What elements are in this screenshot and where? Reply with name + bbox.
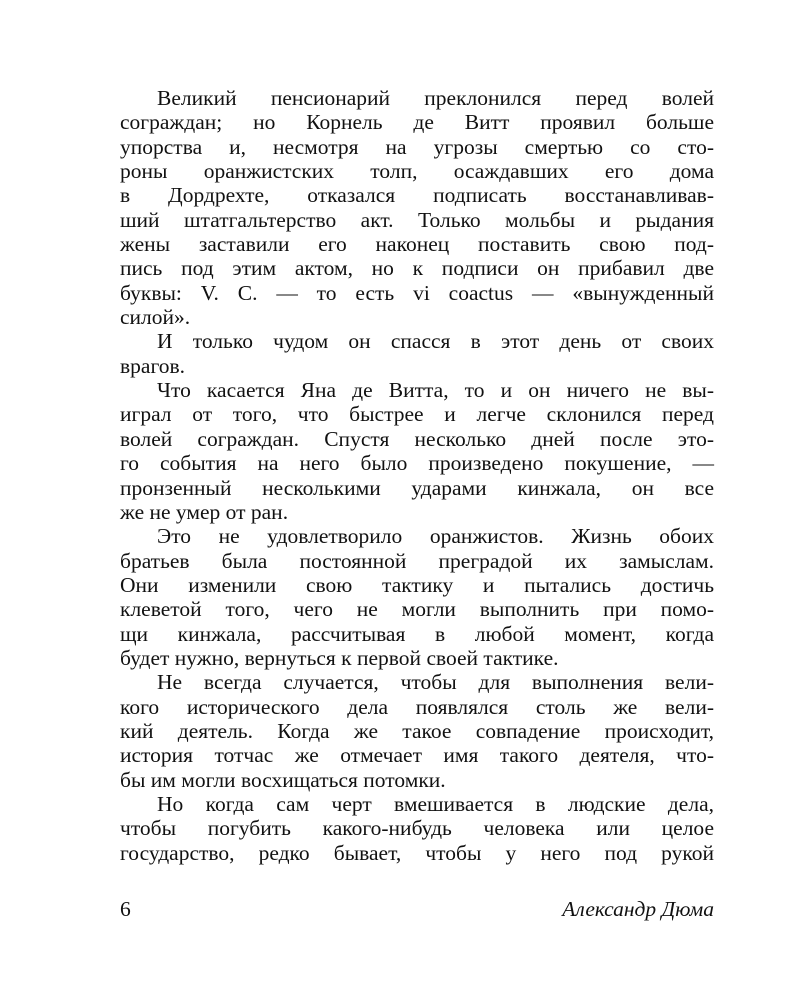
text-line: упорства и, несмотря на угрозы смертью со сто- bbox=[120, 134, 714, 159]
text-line: чтобы погубить какого-нибудь человека или целое bbox=[120, 816, 714, 841]
text-line: Что касается Яна де Витта, то и он ничего не вы- bbox=[157, 378, 714, 403]
text-line: буквы: V. C. — то есть vi coactus — «вынужденный bbox=[120, 280, 714, 305]
text-line: клеветой того, чего не могли выполнить при помо- bbox=[120, 597, 714, 622]
text-line: жены заставили его наконец поставить свою под- bbox=[120, 232, 714, 257]
text-line: братьев была постоянной преградой их замыслам. bbox=[120, 548, 714, 573]
text-line: Великий пенсионарий преклонился перед волей bbox=[157, 86, 714, 110]
text-line: же не умер от ран. bbox=[120, 499, 289, 524]
paragraph bbox=[120, 86, 714, 329]
paragraph bbox=[120, 792, 714, 865]
text-line: врагов. bbox=[120, 353, 186, 378]
text-line: кий деятель. Когда же такое совпадение происходит, bbox=[120, 718, 714, 743]
page-number: 6 bbox=[120, 897, 131, 921]
text-line: кого исторического дела появлялся столь же вели- bbox=[120, 694, 714, 719]
text-line: Они изменили свою тактику и пытались достичь bbox=[120, 572, 714, 597]
text-line: история тотчас же отмечает имя такого деятеля, что- bbox=[120, 743, 714, 768]
page-body bbox=[120, 86, 714, 865]
text-line: силой». bbox=[120, 305, 191, 330]
text-line: ший штатгальтерство акт. Только мольбы и рыдания bbox=[120, 207, 714, 232]
text-line: го события на него было произведено покушение, — bbox=[120, 451, 714, 476]
paragraph bbox=[120, 329, 714, 378]
text-line: Но когда сам черт вмешивается в людские дела, bbox=[157, 791, 714, 816]
text-line: в Дордрехте, отказался подписать восстанавливав- bbox=[120, 183, 714, 208]
text-line: Не всегда случается, чтобы для выполнения вели- bbox=[157, 670, 714, 695]
text-line: будет нужно, вернуться к первой своей тактике. bbox=[120, 645, 559, 670]
text-line: Это не удовлетворило оранжистов. Жизнь обоих bbox=[157, 524, 714, 549]
text-line: пись под этим актом, но к подписи он прибавил две bbox=[120, 256, 714, 281]
text-line: И только чудом он спасся в этот день от своих bbox=[157, 329, 714, 354]
running-title: Александр Дюма bbox=[562, 897, 714, 921]
text-line: щи кинжала, рассчитывая в любой момент, когда bbox=[120, 621, 714, 646]
text-line: государство, редко бывает, чтобы у него под рукой bbox=[120, 840, 714, 865]
text-line: играл от того, что быстрее и легче склонился перед bbox=[120, 402, 714, 427]
text-line: пронзенный несколькими ударами кинжала, он все bbox=[120, 475, 714, 500]
text-line: бы им могли восхищаться потомки. bbox=[120, 767, 446, 792]
paragraph bbox=[120, 524, 714, 670]
text-line: роны оранжистских толп, осаждавших его дома bbox=[120, 159, 714, 184]
paragraph bbox=[120, 378, 714, 524]
page-footer bbox=[120, 896, 714, 922]
text-line: сограждан; но Корнель де Витт проявил больше bbox=[120, 110, 714, 135]
paragraph bbox=[120, 670, 714, 792]
text-line: волей сограждан. Спустя несколько дней после это- bbox=[120, 426, 714, 451]
